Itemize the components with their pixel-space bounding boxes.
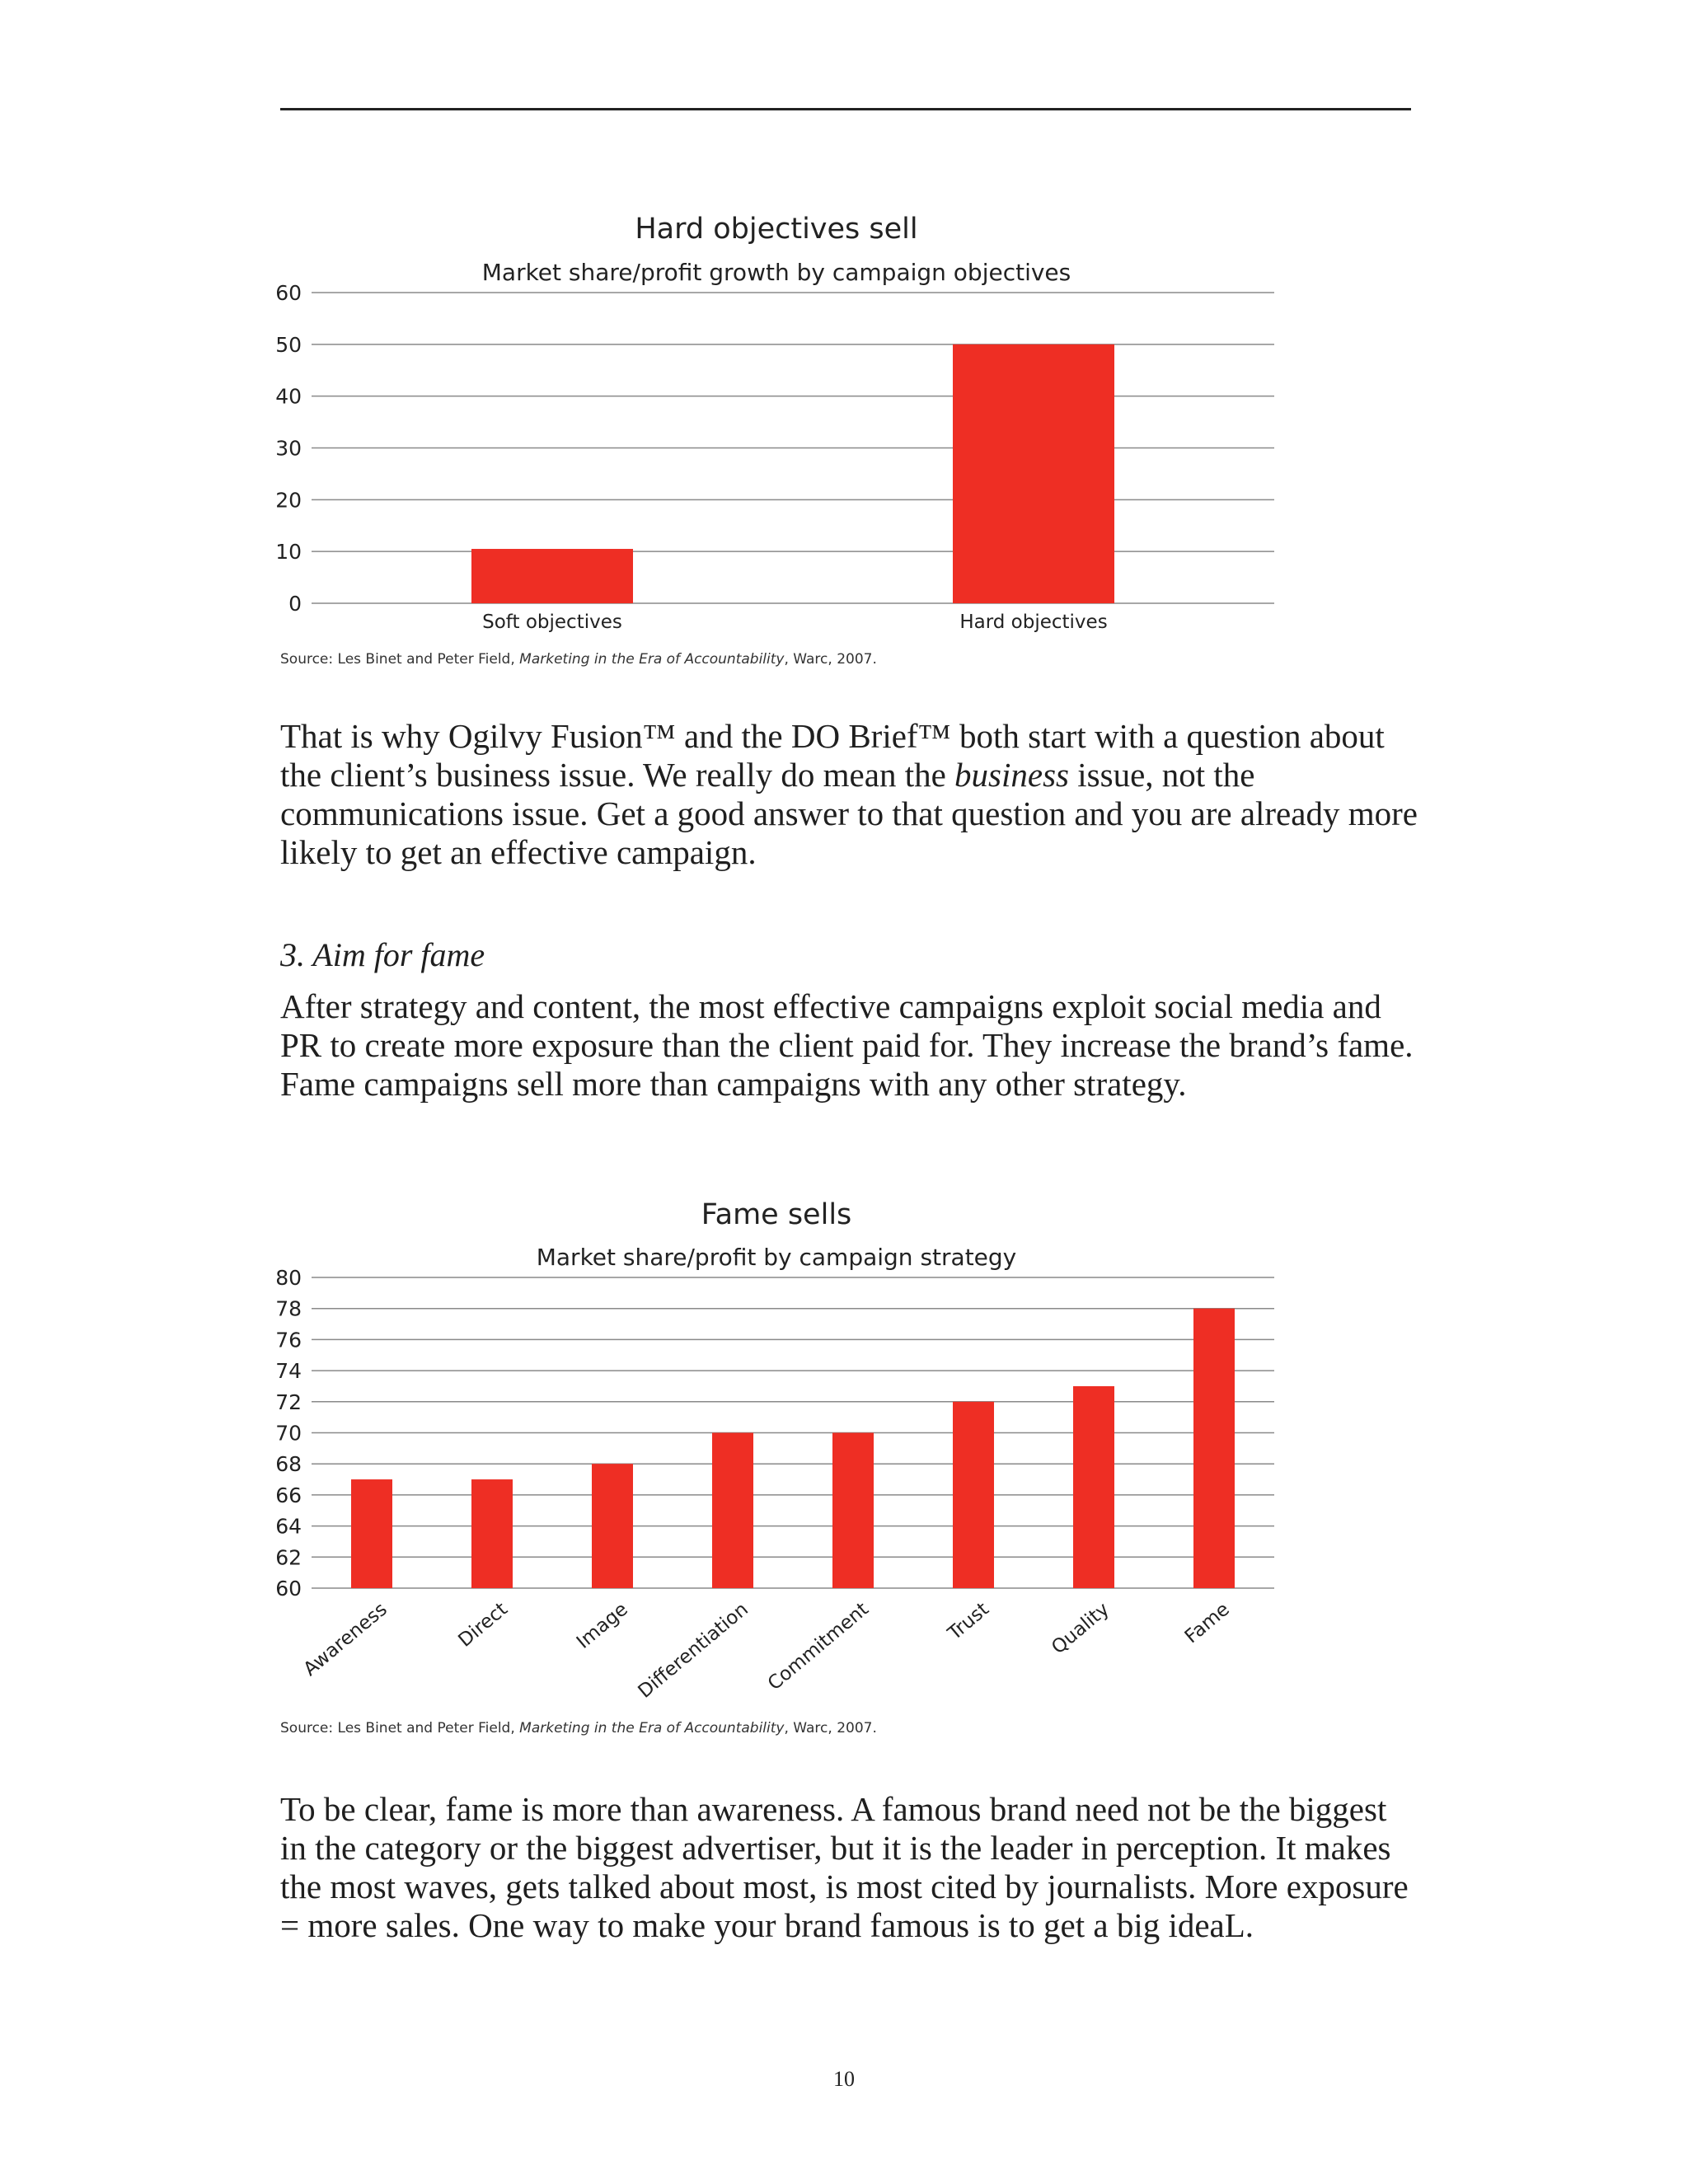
y-tick-label: 60 (275, 281, 302, 305)
source-prefix: Source: Les Binet and Peter Field, (280, 651, 520, 668)
y-tick-label: 30 (275, 436, 302, 461)
y-tick-label: 0 (288, 592, 302, 616)
y-tick-label: 40 (275, 384, 302, 409)
bar-image (592, 1464, 633, 1588)
x-category-label: Image (572, 1598, 632, 1653)
source-title: Marketing in the Era of Accountability (519, 1720, 785, 1736)
paragraph-fame-vs-awareness: To be clear, fame is more than awareness. A famous brand need not be the biggest in the category or the biggest advertiser, but it is the leader in perception. It makes the most waves, gets talked about most, is most cited by journalists. More exposure = more sales. One way to make your brand famous is to get a big ideaL. (280, 1790, 1409, 1944)
page-number: 10 (833, 2067, 855, 2091)
y-tick-label: 20 (275, 488, 302, 513)
y-tick-label: 80 (275, 1266, 302, 1290)
y-tick-label: 72 (275, 1390, 302, 1414)
bar-direct (471, 1479, 513, 1588)
chart-fame-sells (0, 1187, 1688, 1714)
y-tick-label: 76 (275, 1328, 302, 1352)
bar-hard-objectives (953, 344, 1114, 603)
source-suffix: , Warc, 2007. (784, 651, 877, 668)
y-tick-label: 66 (275, 1483, 302, 1507)
para1-emphasis: business (954, 756, 1070, 794)
y-tick-label: 64 (275, 1514, 302, 1539)
y-tick-label: 74 (275, 1359, 302, 1384)
chart2-subtitle: Market share/profit by campaign strategy (536, 1244, 1017, 1271)
source-suffix: , Warc, 2007. (784, 1720, 877, 1736)
y-tick-label: 68 (275, 1452, 302, 1477)
paragraph-aim-for-fame: After strategy and content, the most effective campaigns exploit social media and PR to create more exposure than the client paid for. They increase the brand’s fame. Fame campaigns sell more than campaigns with any other strategy. (280, 987, 1414, 1103)
x-category-label: Commitment (763, 1598, 873, 1695)
y-tick-label: 10 (275, 540, 302, 565)
x-category-label: Trust (944, 1598, 993, 1645)
y-tick-label: 78 (275, 1296, 302, 1321)
y-tick-label: 70 (275, 1421, 302, 1446)
bar-commitment (832, 1433, 874, 1589)
top-rule (280, 108, 1411, 110)
x-category-label: Fame (1180, 1598, 1234, 1648)
chart1-source (280, 651, 877, 668)
paragraph-business-issue (280, 717, 1418, 872)
chart-hard-objectives-sell (0, 198, 1688, 659)
x-category-label: Soft objectives (482, 612, 622, 633)
y-tick-label: 50 (275, 332, 302, 357)
bar-differentiation (712, 1433, 753, 1589)
x-category-label: Quality (1048, 1598, 1114, 1659)
source-prefix: Source: Les Binet and Peter Field, (280, 1720, 520, 1736)
chart2-title: Fame sells (701, 1198, 852, 1231)
y-tick-label: 60 (275, 1577, 302, 1601)
bar-trust (953, 1402, 994, 1588)
bar-quality (1073, 1386, 1114, 1588)
x-category-label: Awareness (299, 1598, 392, 1680)
bar-awareness (351, 1479, 392, 1588)
y-tick-label: 62 (275, 1545, 302, 1570)
x-category-label: Differentiation (634, 1598, 753, 1703)
bar-soft-objectives (471, 549, 633, 603)
bar-fame (1193, 1309, 1235, 1588)
chart1-title: Hard objectives sell (635, 213, 918, 246)
para1-text-a: That is why Ogilvy Fusion™ and the DO Brief™ both start with a question about the client’s business issue. We really do mean the (280, 717, 1385, 794)
chart1-subtitle: Market share/profit growth by campaign objectives (481, 259, 1071, 286)
source-title: Marketing in the Era of Accountability (519, 651, 785, 668)
section-heading-aim-for-fame: 3. Aim for fame (280, 936, 485, 973)
x-category-label: Hard objectives (959, 612, 1108, 633)
chart2-source (280, 1720, 877, 1736)
x-category-label: Direct (454, 1598, 512, 1652)
para1-text-b: issue, not the communications issue. Get a good answer to that question and you are already more likely to get an effective campaign. (280, 756, 1418, 871)
